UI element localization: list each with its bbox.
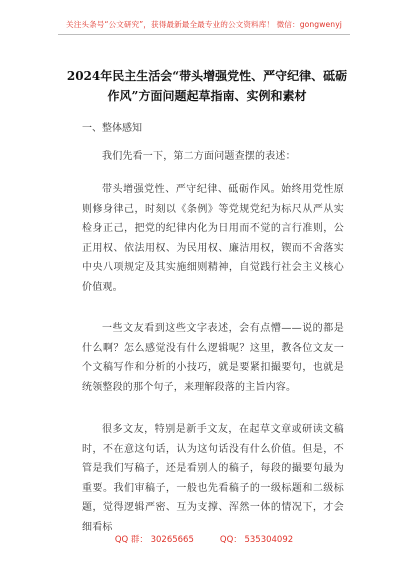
footer-contact xyxy=(0,533,408,545)
header-banner: 关注头条号“公文研究”，获得最新最全最专业的公文资料库！ 微信：gongwenyj xyxy=(66,20,342,29)
document-title: 2024年民主生活会“带头增强党性、严守纪律、砥砺作风”方面问题起草指南、实例和素材 xyxy=(66,69,348,103)
paragraph-3: 一些文友看到这些文字表述，会有点懵——说的都是什么啊？怎么感觉没有什么逻辑呢？这里，教各位文友一个文稿写作和分析的小技巧，就是要紧扣撮要句，也就是统领整段的那个句子，来理解段落的主旨内容。 xyxy=(82,323,344,393)
paragraph-2: 带头增强党性、严守纪律、砥砺作风。始终用党性原则修身律己，时刻以《条例》等党规党纪为标尺从严从实检身正己，把党的纪律内化为日用而不觉的言行准则，公正用权、依法用权、为民用权、廉洁用权，锲而不舍落实中央八项规定及其实施细则精神，自觉践行社会主义核心价值观。 xyxy=(82,184,344,293)
footer-qq-group: QQ 群： 30265665 xyxy=(114,535,194,545)
paragraph-1: 我们先看一下，第二方面问题查摆的表述： xyxy=(102,151,296,162)
paragraph-4: 很多文友，特别是新手文友，在起草文章或研读文稿时，不在意这句话，认为这句话没有什么价值。但是，不管是我们写稿子，还是看别人的稿子，每段的撮要句最为重要。我们审稿子，一般也先看稿子的一级标题和二级标题，觉得逻辑严密、互为支撑、浑然一体的情况下，才会细看标 xyxy=(82,424,344,533)
section-heading: 一、整体感知 xyxy=(82,123,142,134)
footer-qq-number: QQ： 535304092 xyxy=(219,535,294,545)
header-divider xyxy=(58,34,350,35)
